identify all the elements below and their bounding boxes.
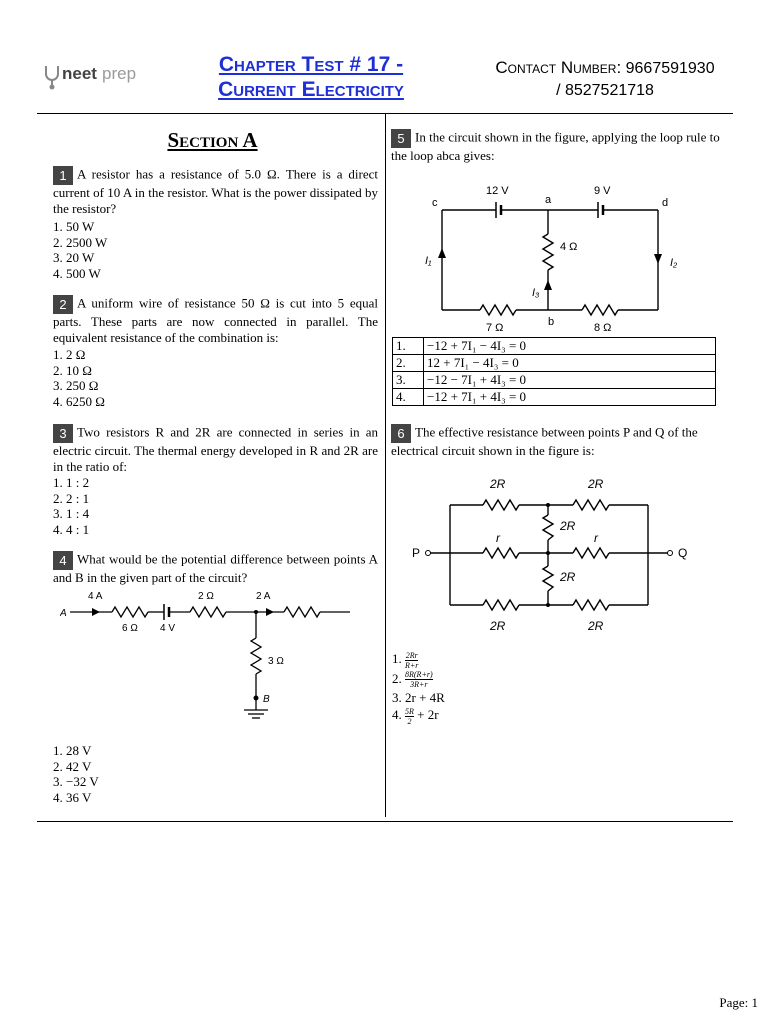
label-12V: 12 V (486, 185, 509, 197)
option: 4. 36 V (53, 789, 92, 805)
stethoscope-icon (42, 64, 62, 90)
label-Q: Q (678, 546, 688, 560)
label-a: a (545, 194, 552, 206)
question-3-options (53, 475, 89, 537)
contact-label: Contact Number: (495, 58, 622, 77)
label-3ohm: 3 Ω (268, 656, 284, 667)
label-b: b (548, 316, 555, 328)
option-number: 4. (393, 389, 424, 406)
label-4ohm: 4 Ω (560, 241, 578, 253)
option: 3. 1 : 4 (53, 506, 90, 521)
question-text: The effective resistance between points P and Q of the electrical circuit shown in the figure is: (391, 424, 698, 458)
question-number: 4 (53, 551, 73, 570)
neetprep-logo (42, 62, 152, 94)
option-number: 2. (392, 670, 402, 686)
question-text: In the circuit shown in the figure, applying the loop rule to the loop abca gives: (391, 129, 720, 163)
question-2-options (53, 347, 105, 409)
question-1-options (53, 219, 107, 281)
label-I1: I₁ (425, 255, 432, 267)
label-7ohm: 7 Ω (486, 322, 504, 334)
label-2R: 2R (560, 570, 576, 584)
question-6-circuit-figure (408, 472, 696, 637)
label-c: c (432, 197, 438, 209)
question-text: A uniform wire of resistance 50 Ω is cut into 5 equal parts. These parts are now connected in parallel. The equivalent resistance of the combination is: (53, 295, 378, 345)
label-2R: 2R (490, 619, 506, 633)
option-equation: −12 + 7I₁ − 4I₃ = 0 (424, 338, 716, 355)
option: 2. 42 V (53, 758, 92, 774)
question-6-options (392, 650, 445, 726)
option: 1. 50 W (53, 219, 95, 234)
option-equation: −12 − 7I₁ + 4I₃ = 0 (424, 372, 716, 389)
question-4-options (53, 743, 99, 805)
footer-rule (37, 821, 733, 822)
label-4V: 4 V (160, 623, 176, 634)
option-number: 1. (393, 338, 424, 355)
option: 3. −32 V (53, 774, 99, 789)
option: 4. 500 W (53, 265, 101, 281)
logo-neet-text: neet (62, 64, 97, 83)
option (392, 670, 445, 690)
option: 4. 4 : 1 (53, 521, 90, 537)
contact-number-2: / 8527521718 (556, 82, 654, 99)
table-row (393, 338, 716, 355)
logo-prep-text: prep (102, 64, 137, 83)
denominator: 2 (407, 716, 412, 726)
option: 2. 2 : 1 (53, 490, 90, 506)
label-I3: I₃ (532, 287, 540, 299)
label-B: B (263, 694, 270, 705)
option (392, 650, 445, 670)
question-text: A resistor has a resistance of 5.0 Ω. There is a direct current of 10 A in the resistor. What is the power dissipated by the resistor? (53, 166, 378, 216)
label-I2: I₂ (670, 257, 678, 269)
contact-number-1: 9667591930 (621, 60, 715, 77)
page-title (180, 52, 442, 102)
question-3 (53, 424, 378, 475)
fraction (405, 651, 418, 670)
option-number: 3. (393, 372, 424, 389)
question-6 (391, 424, 721, 459)
question-1 (53, 166, 378, 217)
contact-block (450, 57, 760, 102)
table-row (393, 355, 716, 372)
label-d: d (662, 197, 669, 209)
question-number: 1 (53, 166, 73, 185)
label-9V: 9 V (594, 185, 611, 197)
question-5 (391, 129, 721, 164)
question-text: Two resistors R and 2R are connected in series in an electric circuit. The thermal energy developed in R and 2R are in the ratio of: (53, 424, 378, 474)
option-number: 2. (393, 355, 424, 372)
option-number: 4. (392, 707, 402, 723)
label-8ohm: 8 Ω (594, 322, 612, 334)
option: 3. 20 W (53, 250, 95, 265)
title-line-2: Current Electricity (218, 78, 404, 101)
denominator: 3R+r (410, 680, 428, 690)
option: 1. 1 : 2 (53, 475, 90, 490)
option: 3. 2r + 4R (392, 690, 445, 706)
table-row (393, 372, 716, 389)
table-row (393, 389, 716, 406)
option-tail: + 2r (413, 707, 439, 723)
question-text: What would be the potential difference between points A and B in the given part of the circuit? (53, 551, 378, 585)
label-2ohm: 2 Ω (198, 591, 214, 602)
label-2R: 2R (588, 619, 604, 633)
label-2A: 2 A (256, 591, 271, 602)
option (392, 706, 445, 726)
option-number: 1. (392, 651, 402, 666)
question-5-options-table (392, 337, 716, 406)
column-divider (385, 114, 386, 817)
section-title: Section A (167, 128, 258, 152)
question-5-circuit-figure (420, 178, 685, 338)
label-2R: 2R (490, 477, 506, 491)
label-P: P (412, 546, 421, 560)
option: 3. 250 Ω (53, 378, 99, 393)
label-A: A (60, 608, 67, 619)
option: 2. 2500 W (53, 234, 108, 250)
title-line-1: Chapter Test # 17 - (218, 53, 404, 76)
label-2R: 2R (588, 477, 604, 491)
option-equation: 12 + 7I₁ − 4I₃ = 0 (424, 355, 716, 372)
fraction (405, 707, 414, 726)
label-4A: 4 A (88, 591, 103, 602)
option: 2. 10 Ω (53, 362, 92, 378)
question-number: 6 (391, 424, 411, 443)
option-equation: −12 + 7I₁ + 4I₃ = 0 (424, 389, 716, 406)
label-6ohm: 6 Ω (122, 623, 138, 634)
question-number: 5 (391, 129, 411, 148)
question-number: 2 (53, 295, 73, 314)
label-r: r (594, 531, 598, 545)
numerator: 8R(R+r) (405, 670, 433, 680)
option: 1. 28 V (53, 743, 92, 758)
denominator: R+r (405, 660, 419, 670)
label-r: r (496, 531, 500, 545)
label-2R: 2R (560, 519, 576, 533)
numerator: 5R (405, 706, 414, 716)
question-4-circuit-figure (60, 588, 372, 728)
question-2 (53, 295, 378, 346)
option: 1. 2 Ω (53, 347, 86, 362)
fraction (405, 670, 433, 689)
page-number: Page: 1 (719, 995, 758, 1010)
numerator: 2Rr (405, 650, 418, 660)
question-number: 3 (53, 424, 73, 443)
question-4 (53, 551, 378, 586)
option: 4. 6250 Ω (53, 393, 105, 409)
